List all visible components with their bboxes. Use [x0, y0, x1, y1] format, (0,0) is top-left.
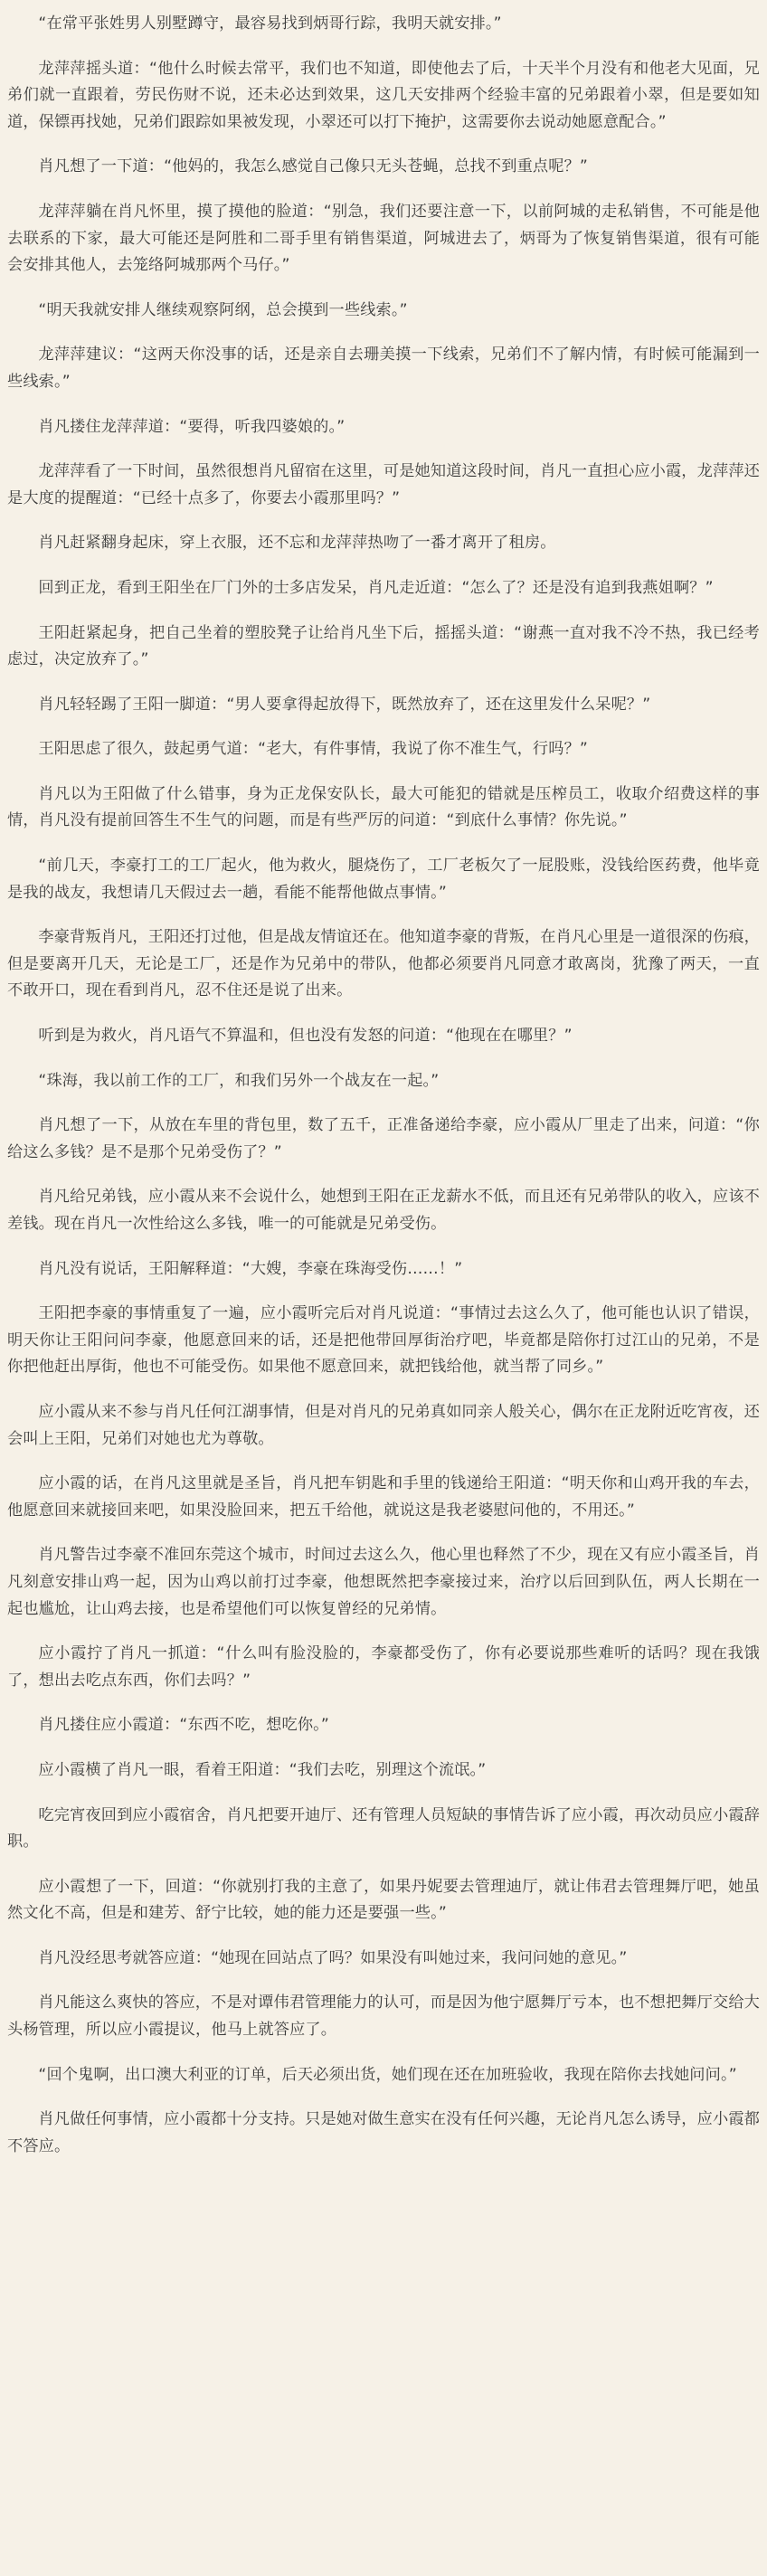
paragraph: 听到是为救火，肖凡语气不算温和，但也没有发怒的问道：“他现在在哪里？”: [38, 1027, 573, 1046]
paragraph: 龙萍萍建议：“这两天你没事的话，还是亲自去珊美摸一下线索，兄弟们不了解内情，有时候可能漏到一些线索。”: [7, 346, 760, 391]
paragraph: 肖凡给兄弟钱，应小霞从来不会说什么，她想到王阳在正龙薪水不低，而且还有兄弟带队的收入，应该不差钱。现在肖凡一次性给这么多钱，唯一的可能就是兄弟受伤。: [7, 1188, 760, 1233]
paragraph: “珠海，我以前工作的工厂，和我们另外一个战友在一起。”: [38, 1071, 440, 1090]
paragraph: 应小霞横了肖凡一眼，看着王阳道：“我们去吃，别理这个流氓。”: [38, 1760, 487, 1779]
paragraph: 肖凡以为王阳做了什么错事，身为正龙保安队长，最大可能犯的错就是压榨员工，收取介绍费这样的事情，肖凡没有提前回答生不生气的问题，而是有些严厉的问道：“到底什么事情？你先说。”: [7, 784, 760, 830]
paragraph: 应小霞拧了肖凡一抓道：“什么叫有脸没脸的，李豪都受伤了，你有必要说那些难听的话吗？现在我饿了，想出去吃点东西，你们去吗？”: [7, 1644, 760, 1690]
paragraph: 李豪背叛肖凡，王阳还打过他，但是战友情谊还在。他知道李豪的背叛，在肖凡心里是一道很深的伤痕，但是要离开几天，无论是工厂，还是作为兄弟中的带队，他都必须要肖凡同意才敢离岗，犹豫了两天，一直不敢开口，现在看到肖凡，忍不住还是说了出来。: [7, 928, 760, 1000]
paragraph: 王阳把李豪的事情重复了一遍，应小霞听完后对肖凡说道：“事情过去这么久了，他可能也认识了错误，明天你让王阳问问李豪，他愿意回来的话，还是把他带回厚街治疗吧，毕竟都是陪你打过江山的兄弟，不是你把他赶出厚街，他也不可能受伤。如果他不愿意回来，就把钱给他，就当帮了同乡。”: [7, 1304, 760, 1377]
paragraph: “回个鬼啊，出口澳大利亚的订单，后天必须出货，她们现在还在加班验收，我现在陪你去找她问问。”: [38, 2065, 737, 2084]
paragraph: 应小霞的话，在肖凡这里就是圣旨，肖凡把车钥匙和手里的钱递给王阳道：“明天你和山鸡开我的车去，他愿意回来就接回来吧，如果没脸回来，把五千给他，就说这是我老婆慰问他的，不用还。”: [7, 1474, 760, 1520]
paragraph: 肖凡想了一下道：“他妈的，我怎么感觉自己像只无头苍蝇，总找不到重点呢？”: [38, 157, 588, 176]
paragraph: 王阳思虑了很久，鼓起勇气道：“老大，有件事情，我说了你不准生气，行吗？”: [38, 740, 588, 759]
paragraph: 肖凡能这么爽快的答应，不是对谭伟君管理能力的认可，而是因为他宁愿舞厅亏本，也不想把舞厅交给大头杨管理，所以应小霞提议，他马上就答应了。: [7, 1994, 760, 2040]
paragraph: 王阳赶紧起身，把自己坐着的塑胶凳子让给肖凡坐下后，摇摇头道：“谢燕一直对我不冷不热，我已经考虑过，决定放弃了。”: [7, 623, 760, 669]
paragraph: 龙萍萍摇头道：“他什么时候去常平，我们也不知道，即使他去了后，十天半个月没有和他老大见面，兄弟们就一直跟着，劳民伤财不说，还未必达到效果，这几天安排两个经验丰富的兄弟跟着小翠，但是要如知道，保镖再找她，兄弟们跟踪如果被发现，小翠还可以打下掩护，这需要你去说动她愿意配合。”: [7, 59, 760, 131]
paragraph: 应小霞想了一下，回道：“你就别打我的主意了，如果丹妮要去管理迪厅，就让伟君去管理舞厅吧，她虽然文化不高，但是和建芳、舒宁比较，她的能力还是要强一些。”: [7, 1877, 760, 1923]
paragraph: 肖凡没有说话，王阳解释道：“大嫂，李豪在珠海受伤……！”: [38, 1259, 463, 1278]
paragraph: 肖凡做任何事情，应小霞都十分支持。只是她对做生意实在没有任何兴趣，无论肖凡怎么诱导，应小霞都不答应。: [7, 2110, 760, 2155]
paragraph: 肖凡搂住应小霞道：“东西不吃，想吃你。”: [38, 1716, 329, 1735]
paragraph: 龙萍萍躺在肖凡怀里，摸了摸他的脸道：“别急，我们还要注意一下，以前阿城的走私销售，不可能是他去联系的下家，最大可能还是阿胜和二哥手里有销售渠道，阿城进去了，炳哥为了恢复销售渠道，很有可能会安排其他人，去笼络阿城那两个马仔。”: [7, 202, 760, 275]
paragraph: 肖凡赶紧翻身起床，穿上衣服，还不忘和龙萍萍热吻了一番才离开了租房。: [38, 534, 556, 553]
paragraph: 肖凡警告过李豪不准回东莞这个城市，时间过去这么久，他心里也释然了不少，现在又有应小霞圣旨，肖凡刻意安排山鸡一起，因为山鸡以前打过李豪，他想既然把李豪接过来，治疗以后回到队伍，两人长期在一起也尴尬，让山鸡去接，也是希望他们可以恢复曾经的兄弟情。: [7, 1546, 760, 1618]
paragraph: 肖凡搂住龙萍萍道：“要得，听我四婆娘的。”: [38, 417, 346, 436]
paragraph: 龙萍萍看了一下时间，虽然很想肖凡留宿在这里，可是她知道这段时间，肖凡一直担心应小霞，龙萍萍还是大度的提醒道：“已经十点多了，你要去小霞那里吗？”: [7, 462, 760, 507]
paragraph: “在常平张姓男人别墅蹲守，最容易找到炳哥行踪，我明天就安排。”: [38, 14, 502, 33]
paragraph: 肖凡想了一下，从放在车里的背包里，数了五千，正准备递给李豪，应小霞从厂里走了出来，问道：“你给这么多钱？是不是那个兄弟受伤了？”: [7, 1116, 760, 1161]
paragraph: “前几天，李豪打工的工厂起火，他为救火，腿烧伤了，工厂老板欠了一屁股账，没钱给医药费，他毕竟是我的战友，我想请几天假过去一趟，看能不能帮他做点事情。”: [7, 857, 760, 902]
paragraph: 肖凡没经思考就答应道：“她现在回站点了吗？如果没有叫她过来，我问问她的意见。”: [38, 1948, 628, 1967]
paragraph: “明天我就安排人继续观察阿纲，总会摸到一些线索。”: [38, 300, 408, 319]
paragraph: 肖凡轻轻踢了王阳一脚道：“男人要拿得起放得下，既然放弃了，还在这里发什么呆呢？”: [38, 695, 651, 714]
paragraph: 吃完宵夜回到应小霞宿舍，肖凡把要开迪厅、还有管理人员短缺的事情告诉了应小霞，再次动员应小霞辞职。: [7, 1805, 760, 1852]
paragraph: 回到正龙，看到王阳坐在厂门外的士多店发呆，肖凡走近道：“怎么了？还是没有追到我燕姐啊？”: [38, 578, 714, 597]
paragraph: 应小霞从来不参与肖凡任何江湖事情，但是对肖凡的兄弟真如同亲人般关心，偶尔在正龙附近吃宵夜，还会叫上王阳，兄弟们对她也尤为尊敬。: [7, 1402, 760, 1448]
